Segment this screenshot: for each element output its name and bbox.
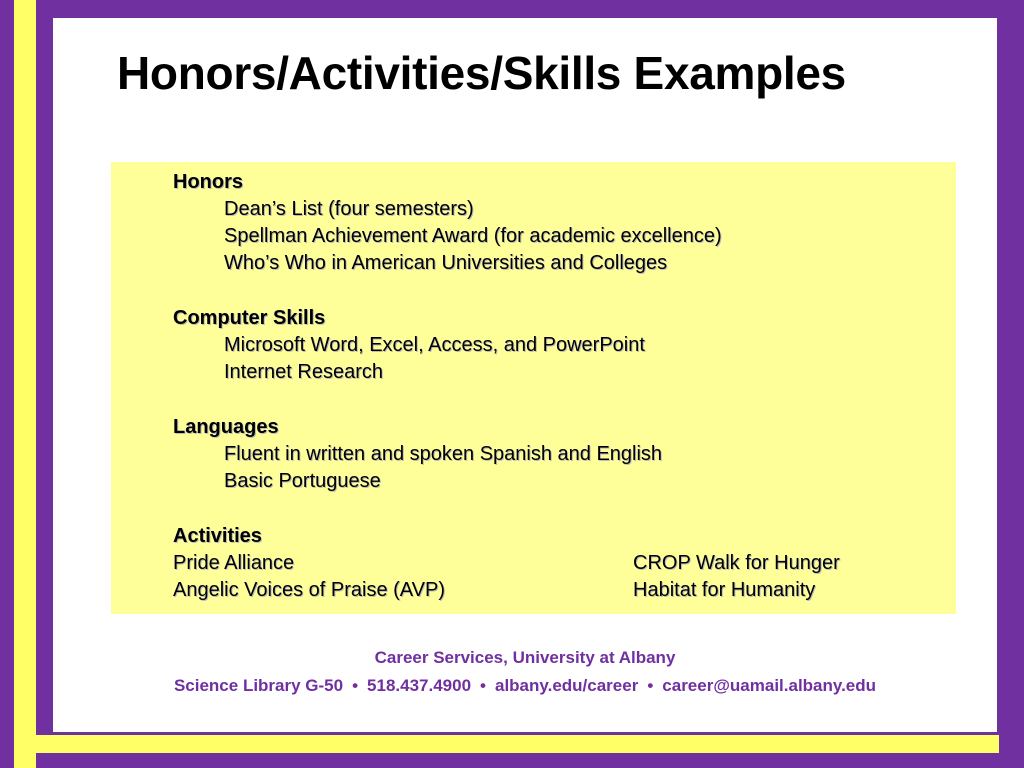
footer-email: career@uamail.albany.edu (662, 676, 877, 695)
footer (53, 644, 997, 700)
footer-location: Science Library G-50 (173, 676, 344, 695)
honors-item: Dean’s List (four semesters) (224, 198, 474, 220)
slide-title: Honors/Activities/Skills Examples (117, 47, 846, 99)
bullet-separator: • (480, 676, 486, 695)
footer-contact-line (53, 672, 997, 700)
activities-item: Habitat for Humanity (633, 579, 816, 601)
examples-box (111, 162, 956, 614)
footer-website: albany.edu/career (495, 676, 639, 695)
footer-phone: 518.437.4900 (367, 676, 472, 695)
yellow-frame-stripe-left (14, 0, 36, 768)
bullet-separator: • (647, 676, 654, 695)
activities-item: CROP Walk for Hunger (633, 552, 840, 574)
honors-item: Spellman Achievement Award (for academic excellence) (224, 225, 722, 247)
section-heading-computer-skills: Computer Skills (173, 307, 326, 329)
honors-item: Who’s Who in American Universities and Colleges (224, 252, 668, 274)
languages-item: Fluent in written and spoken Spanish and English (224, 443, 663, 465)
section-heading-languages: Languages (173, 416, 279, 438)
activities-item: Angelic Voices of Praise (AVP) (173, 579, 445, 601)
section-heading-honors: Honors (173, 171, 243, 193)
footer-office-name: Career Services, University at Albany (374, 648, 676, 667)
computer-skills-item: Microsoft Word, Excel, Access, and PowerPoint (224, 334, 645, 356)
bullet-separator: • (352, 676, 359, 695)
section-heading-activities: Activities (173, 525, 262, 547)
languages-item: Basic Portuguese (224, 470, 381, 492)
yellow-frame-stripe-bottom (14, 735, 999, 753)
slide-panel (53, 18, 997, 732)
activities-item: Pride Alliance (173, 552, 295, 574)
computer-skills-item: Internet Research (224, 361, 383, 383)
